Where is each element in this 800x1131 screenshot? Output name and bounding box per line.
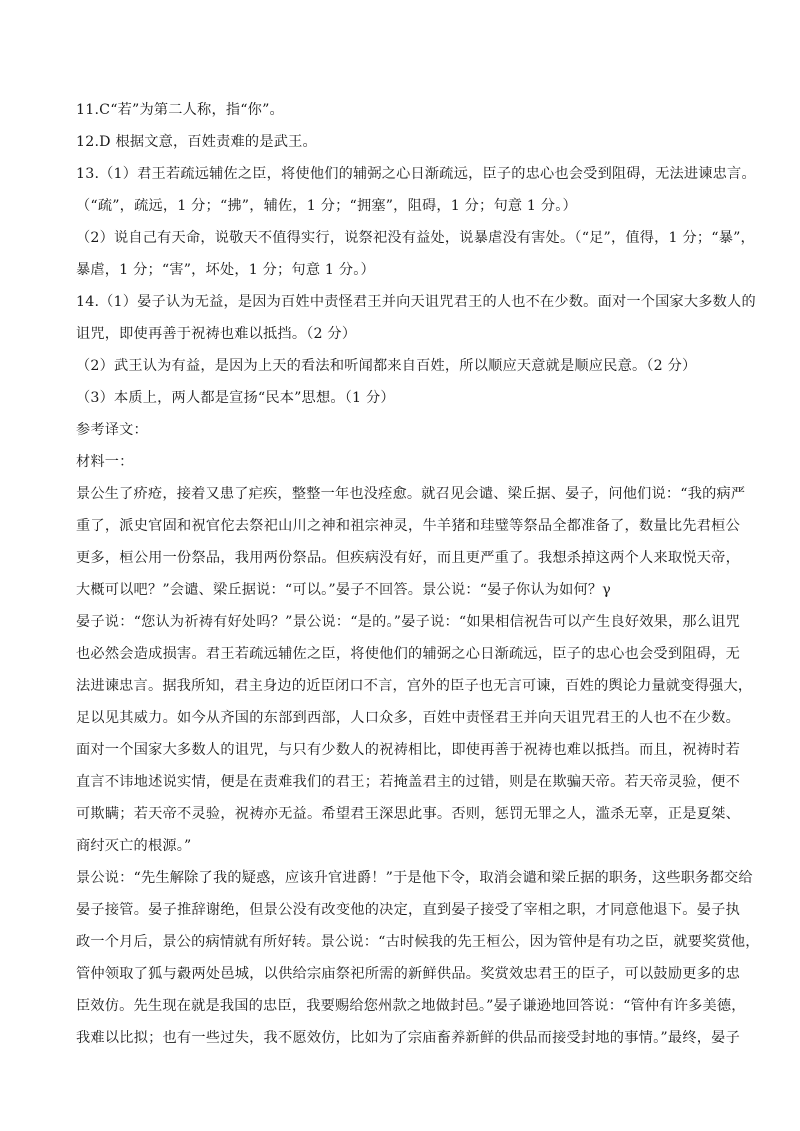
translation-paragraph-line: 景公生了疥疮，接着又患了疟疾，整整一年也没痊愈。就召见会谴、梁丘据、晏子，问他们说：“我的病严 — [76, 486, 746, 502]
translation-paragraph-line: 法进谏忠言。据我所知，君主身边的近臣闭口不言，宫外的臣子也无言可谏，百姓的舆论力量就变得强大， — [76, 678, 753, 694]
translation-paragraph-line: 晏子说：“您认为祈祷有好处吗？”景公说：“是的。”晏子说：“如果相信祝告可以产生良好效果，那么诅咒 — [76, 614, 740, 630]
translation-paragraph-line: 重了，派史官固和祝官佗去祭祀山川之神和祖宗神灵，牛羊猪和珪璧等祭品全都准备了，数量比先君桓公 — [76, 518, 740, 534]
translation-paragraph-line: 直言不讳地述说实情，便是在责难我们的君王；若掩盖君主的过错，则是在欺骗天帝。若天帝灵验，便不 — [76, 774, 740, 790]
translation-paragraph-line: 管仲领取了狐与縠两处邑城，以供给宗庙祭祀所需的新鲜供品。奖赏效忠君王的臣子，可以鼓励更多的忠 — [76, 966, 740, 982]
translation-paragraph-line: 我难以比拟；也有一些过失，我不愿效仿，比如为了宗庙畜养新鲜的供品而接受封地的事情。”最终，晏子 — [76, 1030, 740, 1046]
translation-paragraph-line: 面对一个国家大多数人的诅咒，与只有少数人的祝祷相比，即使再善于祝祷也难以抵挡。而且，祝祷时若 — [76, 742, 740, 758]
translation-paragraph-line: 大概可以吧？”会谴、梁丘据说：“可以。”晏子不回答。景公说：“晏子你认为如何？γ — [76, 582, 611, 598]
answer-12: 12.D 根据文意，百姓责难的是武王。 — [76, 134, 317, 150]
material-one-heading: 材料一： — [76, 454, 134, 470]
answer-13-2: （2）说自己有天命，说敬天不值得实行，说祭祀没有益处，说暴虐没有害处。（“足”，值得，1 分；“暴”， — [76, 230, 755, 246]
answer-14-1-cont: 诅咒，即使再善于祝祷也难以抵挡。（2 分） — [76, 326, 357, 342]
answer-14-1: 14.（1）晏子认为无益，是因为百姓中责怪君王并向天诅咒君王的人也不在少数。面对一个国家大多数人的 — [76, 294, 756, 310]
answer-13-2-scoring: 暴虐，1 分；“害”，坏处，1 分；句意 1 分。） — [76, 262, 375, 278]
translation-paragraph-line: 臣效仿。先生现在就是我国的忠臣，我要赐给您州款之地做封邑。”晏子谦逊地回答说：“管仲有许多美德， — [76, 998, 746, 1014]
answer-11: 11.C“若”为第二人称，指“你”。 — [76, 102, 284, 118]
answer-14-2: （2）武王认为有益，是因为上天的看法和听闻都来自百姓，所以顺应天意就是顺应民意。（2 分） — [76, 358, 697, 374]
translation-paragraph-line: 更多，桓公用一份祭品，我用两份祭品。但疾病没有好，而且更严重了。我想杀掉这两个人来取悦天帝， — [76, 550, 740, 566]
translation-paragraph-line: 晏子接管。晏子推辞谢绝，但景公没有改变他的决定，直到晏子接受了宰相之职，才同意他退下。晏子执 — [76, 902, 740, 918]
translation-paragraph-line: 可欺瞒；若天帝不灵验，祝祷亦无益。希望君王深思此事。否则，惩罚无罪之人，滥杀无辜，正是夏桀、 — [76, 806, 740, 822]
translation-paragraph-line: 政一个月后，景公的病情就有所好转。景公说：“古时候我的先王桓公，因为管仲是有功之臣，就要奖赏他， — [76, 934, 760, 950]
translation-paragraph-line: 景公说：“先生解除了我的疑惑，应该升官进爵！”于是他下令，取消会谴和梁丘据的职务，这些职务都交给 — [76, 870, 753, 886]
translation-paragraph-line: 商纣灭亡的根源。” — [76, 838, 192, 854]
translation-heading: 参考译文： — [76, 422, 148, 438]
translation-paragraph-line: 也必然会造成损害。君王若疏远辅佐之臣，将使他们的辅弼之心日渐疏远，臣子的忠心也会受到阻碍，无 — [76, 646, 740, 662]
answer-14-3: （3）本质上，两人都是宣扬“民本”思想。（1 分） — [76, 390, 395, 406]
translation-paragraph-line: 足以见其威力。如今从齐国的东部到西部，人口众多，百姓中责怪君王并向天诅咒君王的人也不在少数。 — [76, 710, 740, 726]
answer-13-1-scoring: （“疏”，疏远，1 分；“拂”，辅佐，1 分；“拥塞”，阻碍，1 分；句意 1 分。） — [76, 198, 577, 214]
answer-13-1: 13.（1）君王若疏远辅佐之臣，将使他们的辅弼之心日渐疏远，臣子的忠心也会受到阻碍，无法进谏忠言。 — [76, 166, 756, 182]
